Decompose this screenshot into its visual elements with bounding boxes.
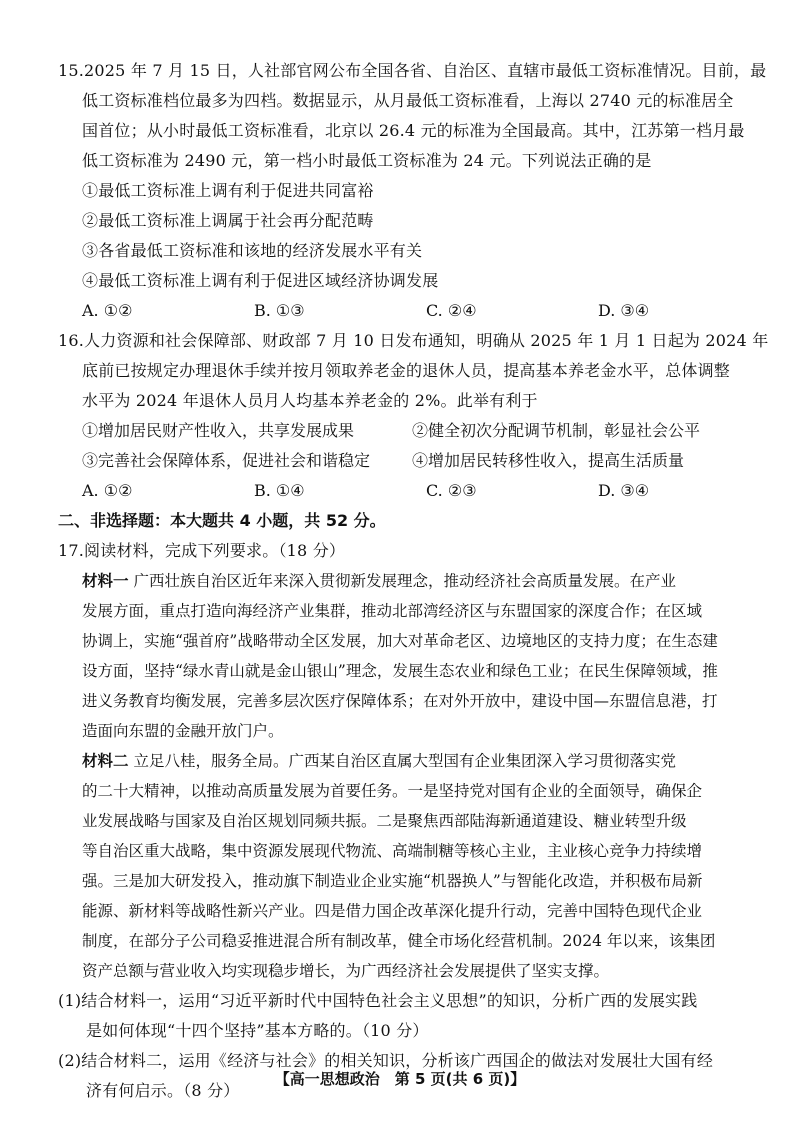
material-1-line: 协调上，实施“强首府”战略带动全区发展，加大对革命老区、边境地区的支持力度；在生态建 <box>82 632 718 650</box>
q16-statement: ④增加居民转移性收入，提高生活质量 <box>412 451 685 470</box>
q17-subquestion-2-cont: 济有何启示。（8 分） <box>86 1081 240 1100</box>
material-1-line: 发展方面，重点打造向海经济产业集群，推动北部湾经济区与东盟国家的深度合作；在区域 <box>82 602 703 620</box>
q16-option-c: C. ②③ <box>426 481 477 500</box>
material-2-line <box>58 746 770 776</box>
material-2-line: 业发展战略与国家及自治区规划同频共振。二是聚焦西部陆海新通道建设、糖业转型升级 <box>82 812 687 830</box>
material-1-line: 设方面，坚持“绿水青山就是金山银山”理念，发展生态农业和绿色工业；在民生保障领域，推 <box>82 662 718 680</box>
q15-stem-line: 国首位；从小时最低工资标准看，北京以 26.4 元的标准为全国最高。其中，江苏第一档月最 <box>82 121 745 140</box>
material-2-text: 立足八桂，服务全局。广西某自治区直属大型国有企业集团深入学习贯彻落实党 <box>133 752 676 770</box>
q16-statement: ①增加居民财产性收入，共享发展成果 <box>82 421 355 440</box>
q16-option-d: D. ③④ <box>598 481 650 500</box>
material-2-label: 材料二 <box>82 752 129 770</box>
q15-stem-line: 低工资标准档位最多为四档。数据显示，从月最低工资标准看，上海以 2740 元的标准居全 <box>82 91 734 110</box>
q15-option-c: C. ②④ <box>426 301 477 320</box>
q16-statements-row <box>58 416 770 446</box>
material-2-line: 能源、新材料等战略性新兴产业。四是借力国企改革深化提升行动，完善中国特色现代企业 <box>82 902 703 920</box>
question-16 <box>58 326 770 506</box>
q17-subquestion-1: (1)结合材料一，运用“习近平新时代中国特色社会主义思想”的知识，分析广西的发展实践 <box>58 991 698 1010</box>
q15-statement: ②最低工资标准上调属于社会再分配范畴 <box>82 211 374 230</box>
material-1-label: 材料一 <box>82 572 129 590</box>
q15-statement: ③各省最低工资标准和该地的经济发展水平有关 <box>82 241 423 260</box>
q16-options <box>58 476 770 506</box>
material-1-line: 造面向东盟的金融开放门户。 <box>82 722 284 740</box>
material-2-line: 等自治区重大战略，集中资源发展现代物流、高端制糖等核心主业，主业核心竞争力持续增 <box>82 842 703 860</box>
material-2-line: 资产总额与营业收入均实现稳步增长，为广西经济社会发展提供了坚实支撑。 <box>82 962 610 980</box>
material-2-line: 制度，在部分子公司稳妥推进混合所有制改革，健全市场化经营机制。2024 年以来，该集团 <box>82 932 716 950</box>
q16-option-b: B. ①④ <box>254 481 305 500</box>
q16-stem-line: 底前已按规定办理退休手续并按月领取养老金的退休人员，提高基本养老金水平，总体调整 <box>82 361 731 380</box>
q17-intro: 17.阅读材料，完成下列要求。（18 分） <box>58 541 346 560</box>
q15-option-b: B. ①③ <box>254 301 305 320</box>
q15-option-d: D. ③④ <box>598 301 650 320</box>
q16-stem-line: 16.人力资源和社会保障部、财政部 7 月 10 日发布通知，明确从 2025 年 1 月 1 日起为 2024 年 <box>58 331 769 350</box>
material-2-line: 强。三是加大研发投入，推动旗下制造业企业实施“机器换人”与智能化改造，并积极布局新 <box>82 872 703 890</box>
q16-statement: ②健全初次分配调节机制，彰显社会公平 <box>412 421 701 440</box>
question-17 <box>58 536 770 1106</box>
q17-subquestion-1-cont: 是如何体现“十四个坚持”基本方略的。（10 分） <box>86 1021 429 1040</box>
q17-subquestion-2: (2)结合材料二，运用《经济与社会》的相关知识，分析该广西国企的做法对发展壮大国有经 <box>58 1051 714 1070</box>
q15-option-a: A. ①② <box>82 301 133 320</box>
q16-statement: ③完善社会保障体系，促进社会和谐稳定 <box>82 451 371 470</box>
q15-statement: ④最低工资标准上调有利于促进区域经济协调发展 <box>82 271 439 290</box>
question-15 <box>58 56 770 326</box>
material-1-line: 进义务教育均衡发展，完善多层次医疗保障体系；在对外开放中，建设中国—东盟信息港，打 <box>82 692 718 710</box>
material-1-line <box>58 566 770 596</box>
q15-statement: ①最低工资标准上调有利于促进共同富裕 <box>82 181 374 200</box>
q15-stem-line: 15.2025 年 7 月 15 日，人社部官网公布全国各省、自治区、直辖市最低工资标准情况。目前，最 <box>58 61 767 80</box>
q16-option-a: A. ①② <box>82 481 133 500</box>
q15-options <box>58 296 770 326</box>
section-heading: 二、非选择题：本大题共 4 小题，共 52 分。 <box>58 511 386 530</box>
material-1-text: 广西壮族自治区近年来深入贯彻新发展理念，推动经济社会高质量发展。在产业 <box>133 572 676 590</box>
page-footer: 【高一思想政治 第 5 页(共 6 页)】 <box>274 1070 526 1088</box>
material-2-line: 的二十大精神，以推动高质量发展为首要任务。一是坚持党对国有企业的全面领导，确保企 <box>82 782 703 800</box>
q16-stem-line: 水平为 2024 年退休人员月人均基本养老金的 2%。此举有利于 <box>82 391 538 410</box>
q15-stem-line: 低工资标准为 2490 元，第一档小时最低工资标准为 24 元。下列说法正确的是 <box>82 151 652 170</box>
q16-statements-row <box>58 446 770 476</box>
